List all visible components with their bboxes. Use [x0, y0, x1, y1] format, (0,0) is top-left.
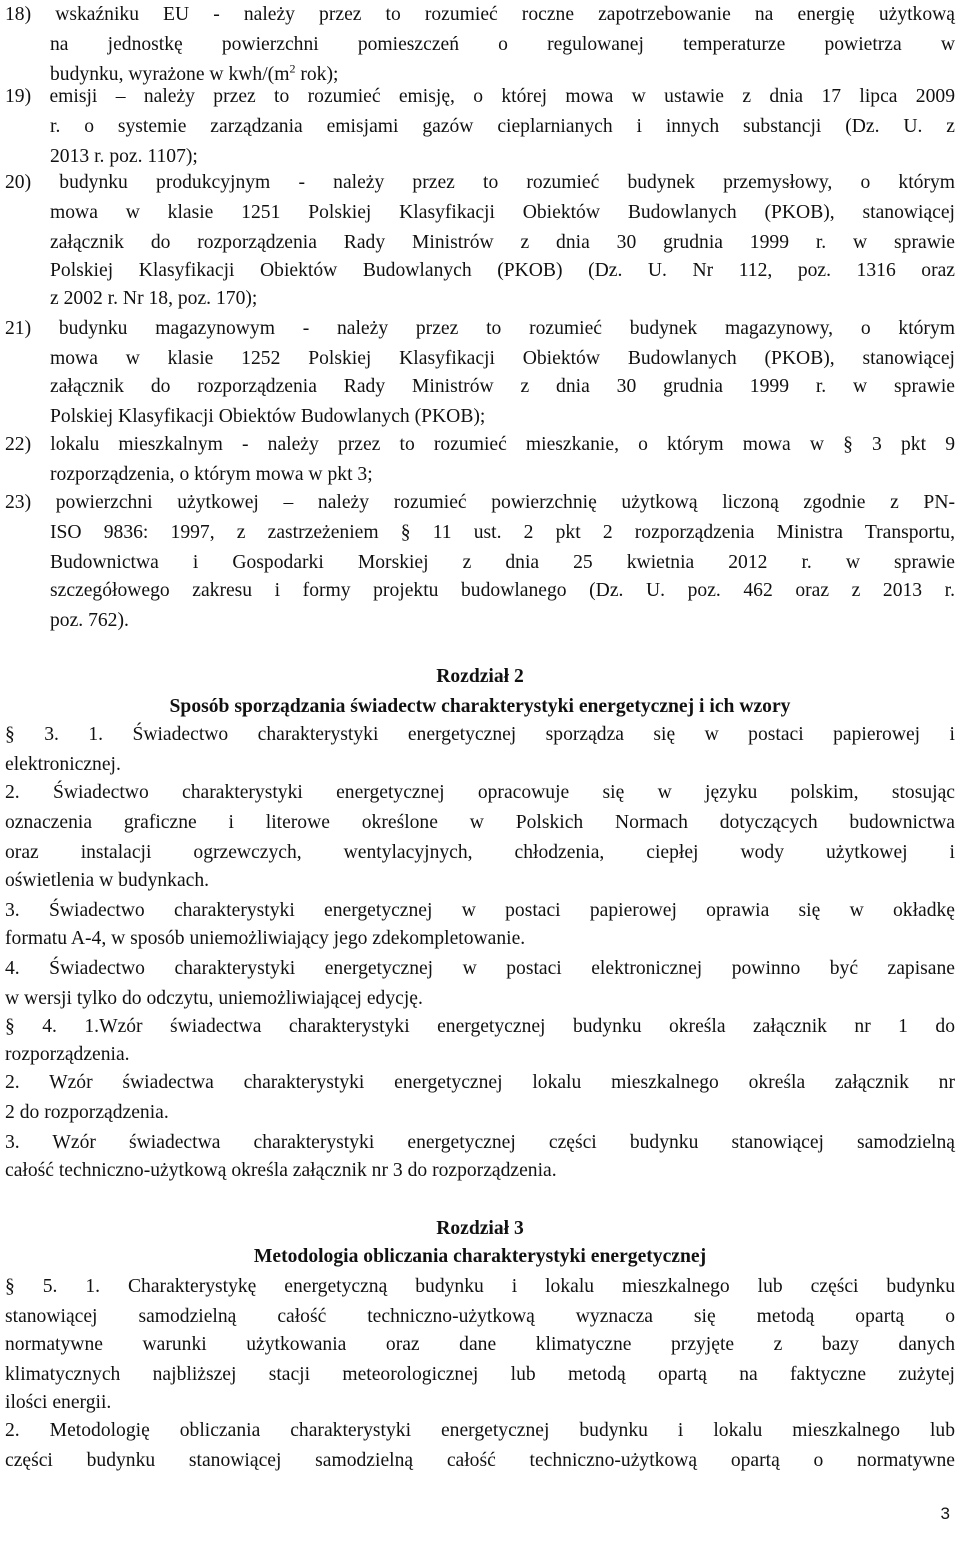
text-line: 19) emisji – należy przez to rozumieć emisję, o której mowa w ustawie z dnia 17 lipca 2009	[5, 86, 955, 107]
text-line: elektronicznej.	[5, 754, 121, 775]
text-line: części budynku stanowiącej samodzielną całość techniczno-użytkową opartą o normatywne	[5, 1450, 955, 1471]
text-line: poz. 762).	[50, 610, 129, 631]
text-line: ISO 9836: 1997, z zastrzeżeniem § 11 ust. 2 pkt 2 rozporządzenia Ministra Transportu,	[50, 522, 955, 543]
text-line: rozporządzenia, o którym mowa w pkt 3;	[50, 464, 373, 485]
text-line: 20) budynku produkcyjnym - należy przez to rozumieć budynek przemysłowy, o którym	[5, 172, 955, 193]
text-line: § 3. 1. Świadectwo charakterystyki energetycznej sporządza się w postaci papierowej i	[5, 724, 955, 745]
text-line: 2. Świadectwo charakterystyki energetycznej opracowuje się w języku polskim, stosując	[5, 782, 955, 803]
text-line: rozporządzenia.	[5, 1044, 130, 1065]
text-line: w wersji tylko do odczytu, uniemożliwiającej edycję.	[5, 988, 423, 1009]
text-line: 23) powierzchni użytkowej – należy rozumieć powierzchnię użytkową liczoną zgodnie z PN-	[5, 492, 955, 513]
text-line: oświetlenia w budynkach.	[5, 870, 210, 891]
text-line: Polskiej Klasyfikacji Obiektów Budowlanych (PKOB) (Dz. U. Nr 112, poz. 1316 oraz	[50, 260, 955, 281]
text-line: stanowiącej samodzielną całość techniczno-użytkową wyznacza się metodą opartą o	[5, 1306, 955, 1327]
text-line: 21) budynku magazynowym - należy przez to rozumieć budynek magazynowy, o którym	[5, 318, 955, 339]
text-line: 2. Metodologię obliczania charakterystyki energetycznej budynku i lokalu mieszkalnego lub	[5, 1420, 955, 1441]
text-line: budynku, wyrażone w kwh/($m^2$ rok);	[50, 61, 339, 85]
text-line: normatywne warunki użytkowania oraz dane klimatyczne przyjęte z bazy danych	[5, 1334, 955, 1355]
chapter-title: Rozdział 2	[436, 666, 524, 687]
text-line: 18) wskaźniku EU - należy przez to rozumieć roczne zapotrzebowanie na energię użytkową	[5, 4, 955, 25]
text-line: mowa w klasie 1251 Polskiej Klasyfikacji Obiektów Budowlanych (PKOB), stanowiącej	[50, 202, 955, 223]
text-line: na jednostkę powierzchni pomieszczeń o regulowanej temperaturze powietrza w	[50, 34, 955, 55]
text-line: formatu A-4, w sposób uniemożliwiający jego zdekompletowanie.	[5, 928, 526, 949]
text-line: mowa w klasie 1252 Polskiej Klasyfikacji Obiektów Budowlanych (PKOB), stanowiącej	[50, 348, 955, 369]
text-line: klimatycznych najbliższej stacji meteorologicznej lub metodą opartą na faktyczne zużytej	[5, 1364, 955, 1385]
page-number: 3	[940, 1504, 950, 1523]
text-line: 2. Wzór świadectwa charakterystyki energetycznej lokalu mieszkalnego określa załącznik nr	[5, 1072, 955, 1093]
text-line: szczegółowego zakresu i formy projektu budowlanego (Dz. U. poz. 462 oraz z 2013 r.	[50, 580, 955, 601]
text-line: 2013 r. poz. 1107);	[50, 146, 198, 167]
chapter-title: Rozdział 3	[436, 1218, 524, 1239]
text-line: z 2002 r. Nr 18, poz. 170);	[50, 288, 258, 309]
text-line: całość techniczno-użytkową określa załącznik nr 3 do rozporządzenia.	[5, 1160, 557, 1181]
text-line: oznaczenia graficzne i literowe określone w Polskich Normach dotyczących budownictwa	[5, 812, 955, 833]
chapter-subtitle: Metodologia obliczania charakterystyki energetycznej	[253, 1246, 707, 1267]
text-line: § 5. 1. Charakterystykę energetyczną budynku i lokalu mieszkalnego lub części budynku	[5, 1276, 955, 1297]
text-line: Polskiej Klasyfikacji Obiektów Budowlanych (PKOB);	[50, 406, 486, 427]
text-line: r. o systemie zarządzania emisjami gazów cieplarnianych i innych substancji (Dz. U. z	[50, 116, 955, 137]
text-line: ilości energii.	[5, 1392, 112, 1413]
text-line: 3. Świadectwo charakterystyki energetycznej w postaci papierowej oprawia się w okładkę	[5, 900, 955, 921]
text-line: 4. Świadectwo charakterystyki energetycznej w postaci elektronicznej powinno być zapisane	[5, 958, 955, 979]
text-line: 2 do rozporządzenia.	[5, 1102, 169, 1123]
text-line: Budownictwa i Gospodarki Morskiej z dnia 25 kwietnia 2012 r. w sprawie	[50, 552, 955, 573]
text-line: § 4. 1.Wzór świadectwa charakterystyki energetycznej budynku określa załącznik nr 1 do	[5, 1016, 955, 1037]
text-line: 22) lokalu mieszkalnym - należy przez to rozumieć mieszkanie, o którym mowa w § 3 pkt 9	[5, 434, 955, 455]
chapter-subtitle: Sposób sporządzania świadectw charakterystyki energetycznej i ich wzory	[169, 696, 791, 717]
text-line: załącznik do rozporządzenia Rady Ministrów z dnia 30 grudnia 1999 r. w sprawie	[50, 232, 955, 253]
text-line: załącznik do rozporządzenia Rady Ministrów z dnia 30 grudnia 1999 r. w sprawie	[50, 376, 955, 397]
text-line: oraz instalacji ogrzewczych, wentylacyjnych, chłodzenia, ciepłej wody użytkowej i	[5, 842, 955, 863]
text-line: 3. Wzór świadectwa charakterystyki energetycznej części budynku stanowiącej samodzielną	[5, 1132, 955, 1153]
